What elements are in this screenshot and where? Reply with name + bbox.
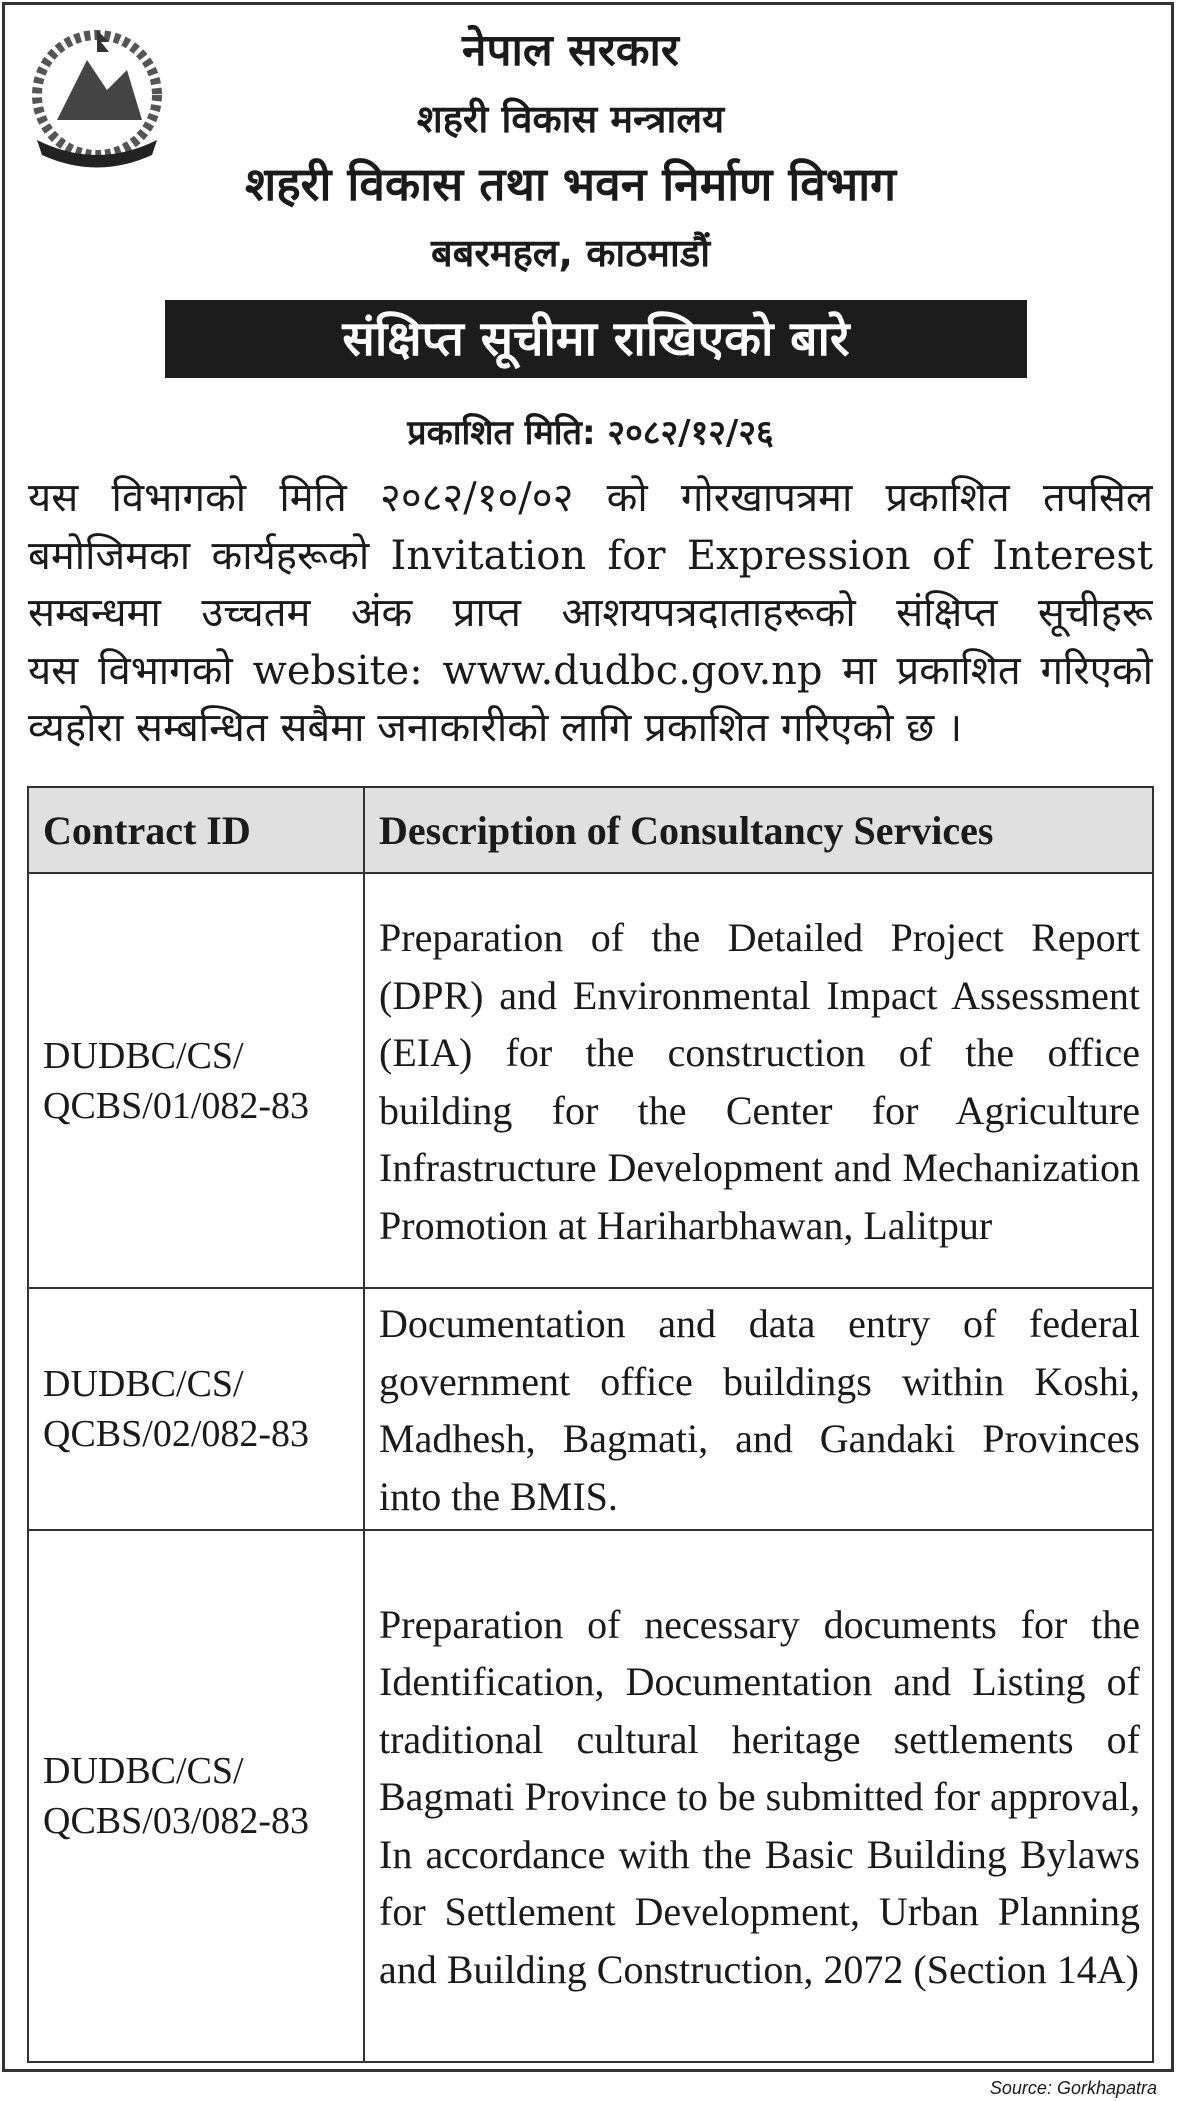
column-header-description: Description of Consultancy Services	[364, 787, 1153, 873]
contract-id-part: QCBS/01/082-83	[43, 1084, 310, 1127]
contract-id-part: QCBS/02/082-83	[43, 1413, 310, 1455]
contract-id-cell	[28, 873, 364, 1288]
contract-id-cell	[28, 1288, 364, 1530]
ministry-name: शहरी विकास मन्त्रालय	[416, 97, 725, 141]
contract-id-cell	[28, 1530, 364, 2062]
notice-body	[28, 470, 1153, 758]
description-cell: Preparation of necessary documents for the Identification, Documentation and Listing of traditional cultural heritage settlements of Bagmati Province to be submitted for approval, In accordance with the Basic Building Bylaws for Settlement Development, Urban Planning and Building Construction, 2072 (Section 14A)	[364, 1530, 1153, 2062]
description-cell: Preparation of the Detailed Project Report (DPR) and Environmental Impact Assessment (EIA) for the construction of the office building for the Center for Agriculture Infrastructure Development and Mechanization Promotion at Hariharbhawan, Lalitpur	[364, 873, 1153, 1288]
shortlist-table	[27, 786, 1154, 2063]
notice-title: संक्षिप्त सूचीमा राखिएको बारे	[165, 300, 1027, 378]
body-line: व्यहोरा सम्बन्धित सबैमा जनाकारीको लागि प्रकाशित गरिएको छ ।	[28, 705, 963, 751]
government-name: नेपाल सरकार	[462, 25, 679, 76]
contract-id-part: DUDBC/CS/	[43, 1750, 244, 1792]
contract-id-part: DUDBC/CS/	[43, 1034, 244, 1077]
body-line: यस विभागको website: www.dudbc.gov.np मा प्रकाशित गरिएको	[28, 647, 1153, 694]
table-row	[28, 1530, 1153, 2062]
contract-id-part: QCBS/03/082-83	[43, 1800, 310, 1842]
table-row	[28, 873, 1153, 1288]
published-date: प्रकाशित मिति: २०८२/१२/२६	[407, 413, 774, 453]
location: बबरमहल, काठमाडौं	[430, 231, 711, 275]
department-name: शहरी विकास तथा भवन निर्माण विभाग	[244, 157, 897, 211]
body-line: यस विभागको मिति २०८२/१०/०२ को गोरखापत्रमा प्रकाशित तपसिल	[28, 475, 1153, 521]
description-cell: Documentation and data entry of federal government office buildings within Koshi, Madhesh, Bagmati, and Gandaki Provinces into the BMIS.	[364, 1288, 1153, 1530]
body-line: सम्बन्धमा उच्चतम अंक प्राप्त आशयपत्रदाताहरूको संक्षिप्त सूचीहरू	[28, 590, 1153, 636]
table-header-row	[28, 787, 1153, 873]
column-header-contract-id: Contract ID	[28, 787, 364, 873]
table-row	[28, 1288, 1153, 1530]
source-credit: Source: Gorkhapatra	[989, 2078, 1157, 2098]
body-line: बमोजिमका कार्यहरूको Invitation for Expression of Interest	[28, 532, 1153, 579]
contract-id-part: DUDBC/CS/	[43, 1363, 244, 1405]
